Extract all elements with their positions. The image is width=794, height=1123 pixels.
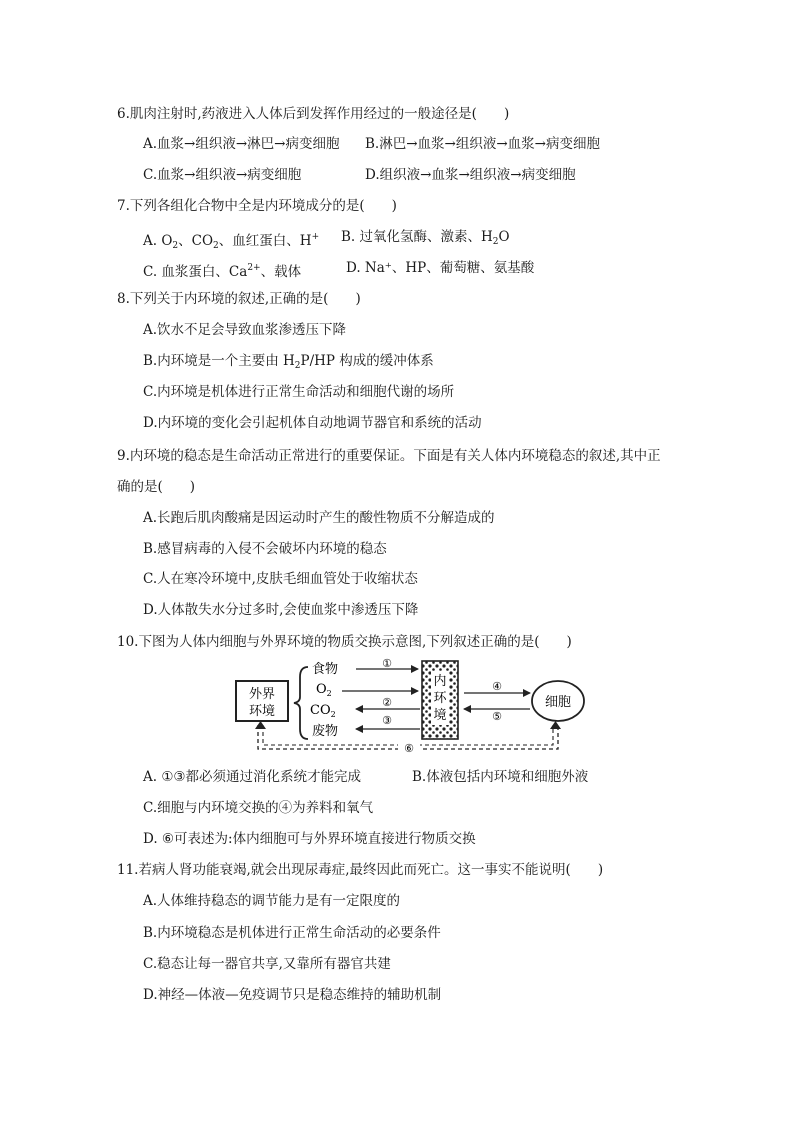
outer-environment-label-2: 环境 xyxy=(248,704,276,719)
arrow-2-number: ② xyxy=(382,696,392,709)
q7-option-b: B. 过氧化氢酶、激素、$H_2O$ xyxy=(341,229,510,247)
q11-option-b: B.内环境稳态是机体进行正常生命活动的必要条件 xyxy=(143,925,441,941)
food-label: 食物 xyxy=(312,662,339,677)
waste-label: 废物 xyxy=(312,724,339,739)
q10-option-d: D. ⑥可表述为:体内细胞可与外界环境直接进行物质交换 xyxy=(143,831,476,847)
exchange-diagram xyxy=(232,657,592,763)
q9-stem-line2: 确的是( ) xyxy=(117,479,196,495)
q11-option-a: A.人体维持稳态的调节能力是有一定限度的 xyxy=(143,893,401,909)
q6-option-a: A.血浆→组织液→淋巴→病变细胞 xyxy=(143,136,340,152)
o2-label: $O_2$ xyxy=(316,682,332,698)
q8-option-a: A.饮水不足会导致血浆渗透压下降 xyxy=(143,322,347,338)
arrow-5-number: ⑤ xyxy=(492,710,502,723)
q6-option-b: B.淋巴→血浆→组织液→血浆→病变细胞 xyxy=(365,136,600,152)
q9-option-c: C.人在寒冷环境中,皮肤毛细血管处于收缩状态 xyxy=(143,571,418,587)
q10-option-c: C.细胞与内环境交换的④为养料和氧气 xyxy=(143,800,374,816)
internal-environment-label-2: 环 xyxy=(433,691,447,706)
arrow-1-number: ① xyxy=(382,657,392,670)
q7-option-d: D. Na⁺、HP、葡萄糖、氨基酸 xyxy=(346,260,535,276)
q8-option-d: D.内环境的变化会引起机体自动地调节器官和系统的活动 xyxy=(143,415,482,431)
q8-option-b: B.内环境是一个主要由 $H_2P/HP$ 构成的缓冲体系 xyxy=(143,353,434,371)
q8-option-c: C.内环境是机体进行正常生命活动和细胞代谢的场所 xyxy=(143,384,455,400)
q7-stem: 7.下列各组化合物中全是内环境成分的是( ) xyxy=(117,198,397,214)
co2-label: $CO_2$ xyxy=(310,703,336,719)
q6-stem: 6.肌肉注射时,药液进入人体后到发挥作用经过的一般途径是( ) xyxy=(117,106,510,122)
arrow-4-number: ④ xyxy=(492,680,502,693)
q9-option-a: A.长跑后肌肉酸痛是因运动时产生的酸性物质不分解造成的 xyxy=(143,510,495,526)
q9-option-b: B.感冒病毒的入侵不会破坏内环境的稳态 xyxy=(143,541,387,557)
arrow-6-number: ⑥ xyxy=(404,742,414,755)
internal-environment-label-3: 境 xyxy=(433,708,447,723)
q8-stem: 8.下列关于内环境的叙述,正确的是( ) xyxy=(117,291,361,307)
q9-option-d: D.人体散失水分过多时,会使血浆中渗透压下降 xyxy=(143,602,419,618)
q10-stem: 10.下图为人体内细胞与外界环境的物质交换示意图,下列叙述正确的是( ) xyxy=(117,634,572,650)
q9-stem-line1: 9.内环境的稳态是生命活动正常进行的重要保证。下面是有关人体内环境稳态的叙述,其中正 xyxy=(117,448,661,464)
q6-option-c: C.血浆→组织液→病变细胞 xyxy=(143,167,302,183)
internal-environment-label-1: 内 xyxy=(433,674,447,689)
q11-option-d: D.神经—体液—免疫调节只是稳态维持的辅助机制 xyxy=(143,987,442,1003)
q11-option-c: C.稳态让每一器官共享,又靠所有器官共建 xyxy=(143,956,391,972)
q6-option-d: D.组织液→血浆→组织液→病变细胞 xyxy=(365,167,576,183)
arrow-3-number: ③ xyxy=(382,714,392,727)
q10-option-b: B.体液包括内环境和细胞外液 xyxy=(412,769,589,785)
cell-label: 细胞 xyxy=(544,695,572,710)
outer-environment-label-1: 外界 xyxy=(248,687,276,702)
q7-option-a: A. $O_2$、$CO_2$、血红蛋白、H+ xyxy=(143,232,320,251)
q7-option-c: C. 血浆蛋白、$Ca^{2+}$、载体 xyxy=(143,263,302,280)
q11-stem: 11.若病人肾功能衰竭,就会出现尿毒症,最终因此而死亡。这一事实不能说明( ) xyxy=(117,862,604,878)
q10-option-a: A. ①③都必须通过消化系统才能完成 xyxy=(143,769,362,785)
brace xyxy=(294,667,308,739)
